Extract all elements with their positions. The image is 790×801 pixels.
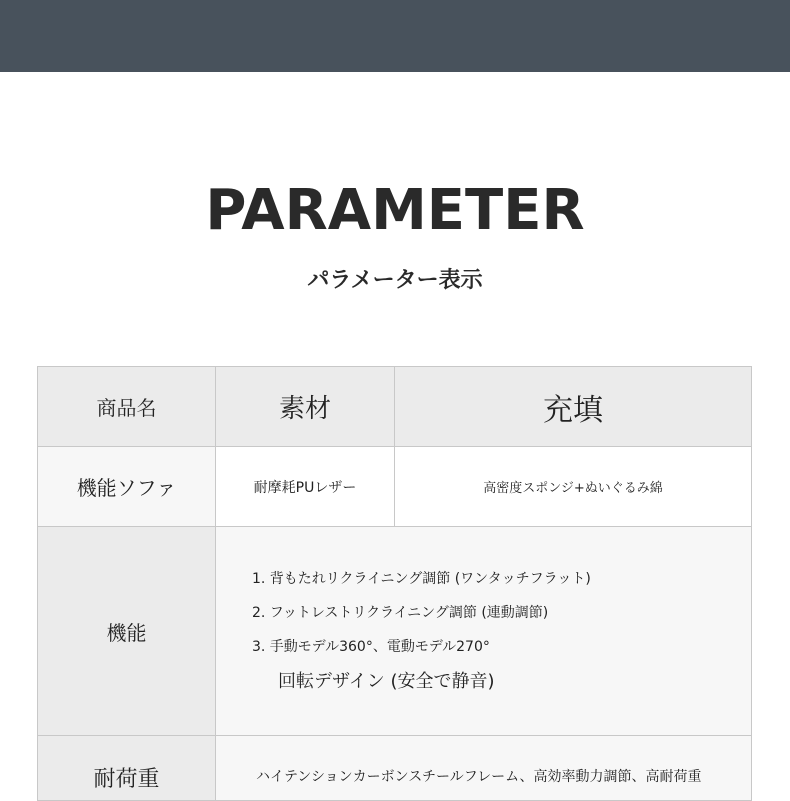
features-list — [216, 527, 752, 736]
feature-item: 1. 背もたれリクライニング調節 (ワンタッチフラット) — [252, 571, 591, 587]
top-banner — [0, 0, 790, 72]
table-row-product — [38, 447, 752, 527]
header-material: 素材 — [216, 367, 395, 447]
filling-value: 高密度スポンジ+ぬいぐるみ綿 — [395, 447, 752, 527]
feature-item-highlight: 回転デザイン (安全で静音) — [278, 671, 495, 692]
header-product-name: 商品名 — [38, 367, 216, 447]
header-filling: 充填 — [395, 367, 752, 447]
load-value: ハイテンションカーボンスチールフレーム、高効率動力調節、高耐荷重 — [216, 736, 752, 801]
page-subtitle: パラメーター表示 — [307, 268, 483, 293]
table-header-row — [38, 367, 752, 447]
feature-item: 3. 手動モデル360°、電動モデル270° — [252, 639, 490, 655]
table-row-load — [38, 736, 752, 801]
load-label: 耐荷重 — [38, 736, 216, 801]
table-row-features — [38, 527, 752, 736]
parameter-table — [37, 366, 752, 801]
product-name-value: 機能ソファ — [38, 447, 216, 527]
feature-item: 2. フットレストリクライニング調節 (連動調節) — [252, 605, 549, 621]
features-label: 機能 — [38, 527, 216, 736]
page-title: PARAMETER — [205, 178, 585, 243]
material-value: 耐摩耗PUレザー — [216, 447, 395, 527]
